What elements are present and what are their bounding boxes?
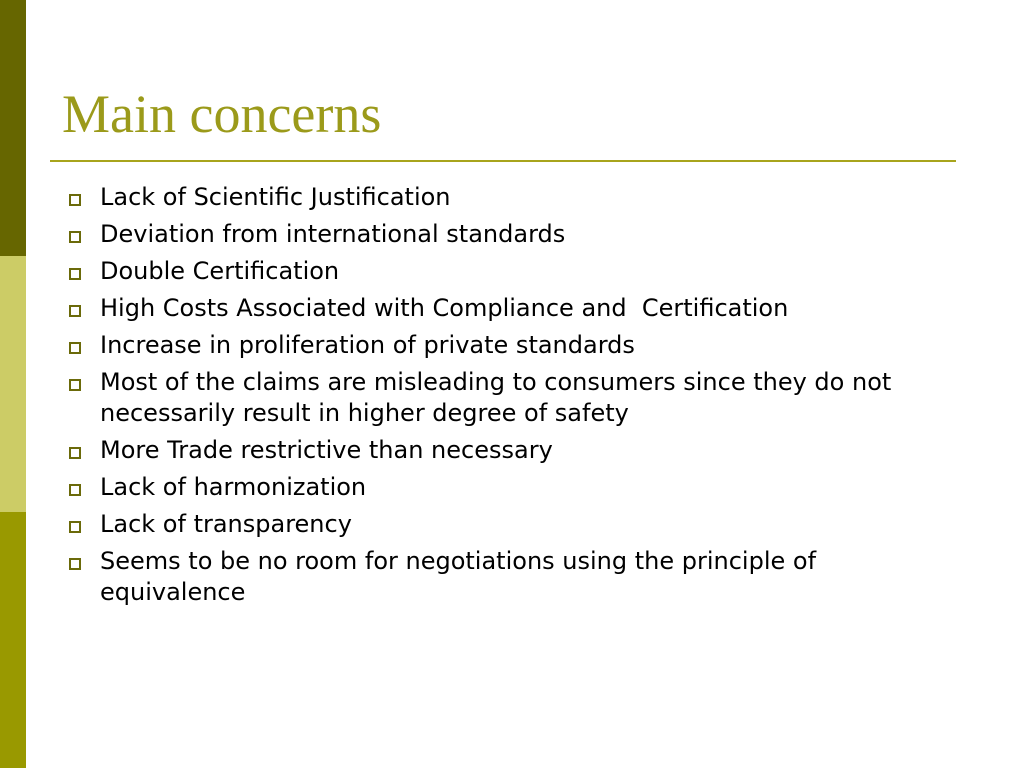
- square-bullet-icon: [69, 521, 81, 533]
- bullet-text: Most of the claims are misleading to consumers since they do not necessarily result in higher degree of safety: [100, 368, 892, 427]
- square-bullet-icon: [69, 342, 81, 354]
- square-bullet-icon: [69, 447, 81, 459]
- title-divider: [50, 160, 956, 162]
- bullet-text: Double Certification: [100, 257, 340, 285]
- bullet-item: [62, 256, 962, 287]
- bullet-item: [62, 435, 962, 466]
- bullet-text: Seems to be no room for negotiations using the principle of equivalence: [100, 547, 817, 606]
- square-bullet-icon: [69, 268, 81, 280]
- bullet-text: Lack of harmonization: [100, 473, 367, 501]
- bullet-list: [62, 182, 962, 614]
- bullet-text: Lack of Scientific Justification: [100, 183, 451, 211]
- square-bullet-icon: [69, 379, 81, 391]
- bullet-text: More Trade restrictive than necessary: [100, 436, 553, 464]
- bullet-item: [62, 546, 962, 608]
- square-bullet-icon: [69, 558, 81, 570]
- bullet-text: Deviation from international standards: [100, 220, 566, 248]
- bullet-text: High Costs Associated with Compliance and Certification: [100, 294, 789, 322]
- bullet-item: [62, 293, 962, 324]
- bullet-item: [62, 330, 962, 361]
- square-bullet-icon: [69, 194, 81, 206]
- side-bar-segment-middle: [0, 256, 26, 512]
- bullet-item: [62, 472, 962, 503]
- slide-title: Main concerns: [62, 84, 382, 144]
- bullet-item: [62, 219, 962, 250]
- side-bar-segment-bottom: [0, 512, 26, 768]
- square-bullet-icon: [69, 305, 81, 317]
- side-accent-bar: [0, 0, 26, 768]
- bullet-item: [62, 182, 962, 213]
- bullet-text: Lack of transparency: [100, 510, 352, 538]
- bullet-item: [62, 367, 962, 429]
- square-bullet-icon: [69, 484, 81, 496]
- bullet-item: [62, 509, 962, 540]
- square-bullet-icon: [69, 231, 81, 243]
- bullet-text: Increase in proliferation of private standards: [100, 331, 635, 359]
- side-bar-segment-top: [0, 0, 26, 256]
